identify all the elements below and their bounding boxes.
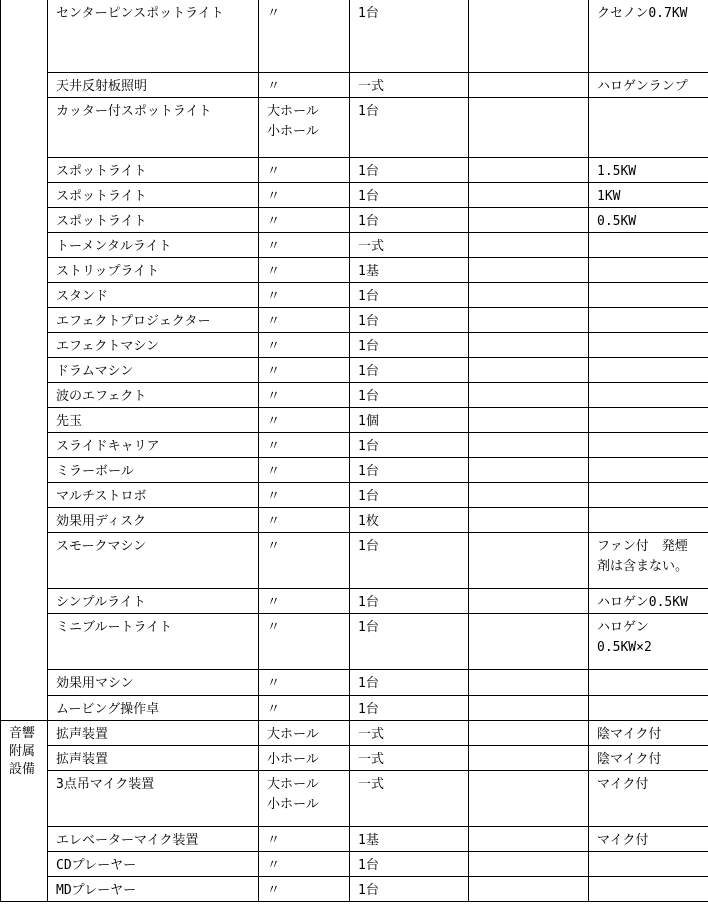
item-blank <box>469 457 589 482</box>
table-row <box>1 770 708 826</box>
item-quantity: 1台 <box>350 282 469 307</box>
item-location: 〃 <box>259 507 350 532</box>
item-quantity: 1基 <box>350 826 469 851</box>
item-name: エフェクトマシン <box>48 332 259 357</box>
item-note: ハロゲン0.5KW <box>589 588 708 613</box>
item-name: スポットライト <box>48 207 259 232</box>
item-quantity: 1台 <box>350 876 469 901</box>
item-quantity: 一式 <box>350 232 469 257</box>
item-blank <box>469 851 589 876</box>
item-location: 〃 <box>259 182 350 207</box>
item-note: 陰マイク付 <box>589 745 708 770</box>
item-quantity: 1台 <box>350 669 469 695</box>
item-note: ハロゲンランプ <box>589 72 708 97</box>
item-name: ミラーボール <box>48 457 259 482</box>
item-location: 〃 <box>259 482 350 507</box>
category-cell-sound: 音響 附属 設備 <box>1 720 48 901</box>
table-row <box>1 232 708 257</box>
item-blank <box>469 257 589 282</box>
table-row <box>1 532 708 588</box>
item-name: 波のエフェクト <box>48 382 259 407</box>
item-note <box>589 307 708 332</box>
item-note: 1.5KW <box>589 157 708 182</box>
item-blank <box>469 826 589 851</box>
item-blank <box>469 532 589 588</box>
item-name: 先玉 <box>48 407 259 432</box>
item-blank <box>469 432 589 457</box>
item-note <box>589 669 708 695</box>
table-row <box>1 307 708 332</box>
table-row <box>1 357 708 382</box>
item-note: ハロゲン0.5KW×2 <box>589 613 708 669</box>
item-location: 〃 <box>259 307 350 332</box>
item-name: スポットライト <box>48 182 259 207</box>
item-quantity: 1台 <box>350 457 469 482</box>
item-location: 〃 <box>259 157 350 182</box>
item-location: 〃 <box>259 876 350 901</box>
table-row <box>1 876 708 901</box>
item-name: シンプルライト <box>48 588 259 613</box>
item-blank <box>469 669 589 695</box>
item-quantity: 1台 <box>350 382 469 407</box>
item-blank <box>469 282 589 307</box>
table-row <box>1 588 708 613</box>
item-blank <box>469 157 589 182</box>
item-blank <box>469 482 589 507</box>
item-location: 〃 <box>259 532 350 588</box>
item-note: マイク付 <box>589 826 708 851</box>
table-row <box>1 745 708 770</box>
table-row <box>1 507 708 532</box>
item-note: 1KW <box>589 182 708 207</box>
item-location: 〃 <box>259 826 350 851</box>
item-quantity: 1台 <box>350 0 469 72</box>
table-row <box>1 457 708 482</box>
item-note <box>589 332 708 357</box>
table-row <box>1 282 708 307</box>
item-note <box>589 407 708 432</box>
item-name: ムービング操作卓 <box>48 695 259 720</box>
item-blank <box>469 182 589 207</box>
item-name: スタンド <box>48 282 259 307</box>
item-name: センターピンスポットライト <box>48 0 259 72</box>
item-blank <box>469 232 589 257</box>
item-quantity: 1台 <box>350 613 469 669</box>
item-note <box>589 382 708 407</box>
table-row <box>1 382 708 407</box>
item-location: 大ホール <box>259 720 350 745</box>
item-quantity: 1台 <box>350 207 469 232</box>
item-location: 〃 <box>259 432 350 457</box>
item-name: マルチストロボ <box>48 482 259 507</box>
table-row <box>1 432 708 457</box>
item-quantity: 一式 <box>350 770 469 826</box>
table-row <box>1 257 708 282</box>
table-row <box>1 851 708 876</box>
item-location: 〃 <box>259 851 350 876</box>
item-location: 〃 <box>259 457 350 482</box>
item-location: 〃 <box>259 588 350 613</box>
item-blank <box>469 695 589 720</box>
item-location: 〃 <box>259 0 350 72</box>
item-name: 拡声装置 <box>48 745 259 770</box>
item-blank <box>469 407 589 432</box>
item-location: 〃 <box>259 669 350 695</box>
item-note: マイク付 <box>589 770 708 826</box>
item-note <box>589 507 708 532</box>
item-location: 〃 <box>259 72 350 97</box>
item-blank <box>469 382 589 407</box>
item-quantity: 1基 <box>350 257 469 282</box>
item-note <box>589 457 708 482</box>
item-location: 大ホール 小ホール <box>259 770 350 826</box>
item-blank <box>469 720 589 745</box>
item-name: スポットライト <box>48 157 259 182</box>
table-row <box>1 482 708 507</box>
item-blank <box>469 876 589 901</box>
item-location: 〃 <box>259 613 350 669</box>
item-name: ミニブルートライト <box>48 613 259 669</box>
item-location: 〃 <box>259 695 350 720</box>
table-row <box>1 157 708 182</box>
item-blank <box>469 770 589 826</box>
item-location: 〃 <box>259 357 350 382</box>
item-quantity: 一式 <box>350 745 469 770</box>
item-name: エレベーターマイク装置 <box>48 826 259 851</box>
table-row <box>1 695 708 720</box>
item-quantity: 一式 <box>350 720 469 745</box>
item-quantity: 1台 <box>350 532 469 588</box>
item-quantity: 1台 <box>350 182 469 207</box>
table-row <box>1 0 708 72</box>
item-quantity: 1台 <box>350 357 469 382</box>
table-row <box>1 332 708 357</box>
item-quantity: 1個 <box>350 407 469 432</box>
item-quantity: 1台 <box>350 97 469 157</box>
item-name: 天井反射板照明 <box>48 72 259 97</box>
item-name: 拡声装置 <box>48 720 259 745</box>
table-row <box>1 720 708 745</box>
item-note: 0.5KW <box>589 207 708 232</box>
item-quantity: 一式 <box>350 72 469 97</box>
item-note: クセノン0.7KW <box>589 0 708 72</box>
item-note <box>589 97 708 157</box>
item-blank <box>469 307 589 332</box>
item-name: スモークマシン <box>48 532 259 588</box>
item-location: 〃 <box>259 407 350 432</box>
item-name: カッター付スポットライト <box>48 97 259 157</box>
table-row <box>1 207 708 232</box>
item-note <box>589 282 708 307</box>
item-quantity: 1台 <box>350 695 469 720</box>
item-name: 3点吊マイク装置 <box>48 770 259 826</box>
item-blank <box>469 588 589 613</box>
item-note <box>589 695 708 720</box>
item-name: CDプレーヤー <box>48 851 259 876</box>
item-name: 効果用マシン <box>48 669 259 695</box>
item-quantity: 1台 <box>350 482 469 507</box>
item-name: MDプレーヤー <box>48 876 259 901</box>
item-note <box>589 851 708 876</box>
item-name: 効果用ディスク <box>48 507 259 532</box>
item-blank <box>469 745 589 770</box>
item-note <box>589 432 708 457</box>
item-quantity: 1台 <box>350 307 469 332</box>
item-quantity: 1台 <box>350 332 469 357</box>
table-row <box>1 72 708 97</box>
item-name: ストリップライト <box>48 257 259 282</box>
item-location: 〃 <box>259 282 350 307</box>
item-name: エフェクトプロジェクター <box>48 307 259 332</box>
item-location: 〃 <box>259 257 350 282</box>
table-row <box>1 669 708 695</box>
item-note <box>589 257 708 282</box>
item-location: 〃 <box>259 382 350 407</box>
item-note <box>589 482 708 507</box>
item-quantity: 1台 <box>350 432 469 457</box>
item-location: 小ホール <box>259 745 350 770</box>
item-note: 陰マイク付 <box>589 720 708 745</box>
item-blank <box>469 0 589 72</box>
item-blank <box>469 332 589 357</box>
item-location: 大ホール 小ホール <box>259 97 350 157</box>
item-location: 〃 <box>259 207 350 232</box>
category-cell-lighting <box>1 0 48 720</box>
table-row <box>1 182 708 207</box>
item-blank <box>469 613 589 669</box>
item-quantity: 1台 <box>350 157 469 182</box>
item-quantity: 1台 <box>350 588 469 613</box>
item-location: 〃 <box>259 332 350 357</box>
item-name: スライドキャリア <box>48 432 259 457</box>
item-blank <box>469 97 589 157</box>
table-row <box>1 407 708 432</box>
item-name: トーメンタルライト <box>48 232 259 257</box>
item-quantity: 1台 <box>350 851 469 876</box>
table-row <box>1 826 708 851</box>
table-row <box>1 97 708 157</box>
item-location: 〃 <box>259 232 350 257</box>
table-row <box>1 613 708 669</box>
item-blank <box>469 72 589 97</box>
item-note: ファン付 発煙剤は含まない。 <box>589 532 708 588</box>
item-quantity: 1枚 <box>350 507 469 532</box>
item-blank <box>469 207 589 232</box>
item-note <box>589 357 708 382</box>
item-blank <box>469 357 589 382</box>
item-note <box>589 232 708 257</box>
item-note <box>589 876 708 901</box>
item-blank <box>469 507 589 532</box>
item-name: ドラムマシン <box>48 357 259 382</box>
